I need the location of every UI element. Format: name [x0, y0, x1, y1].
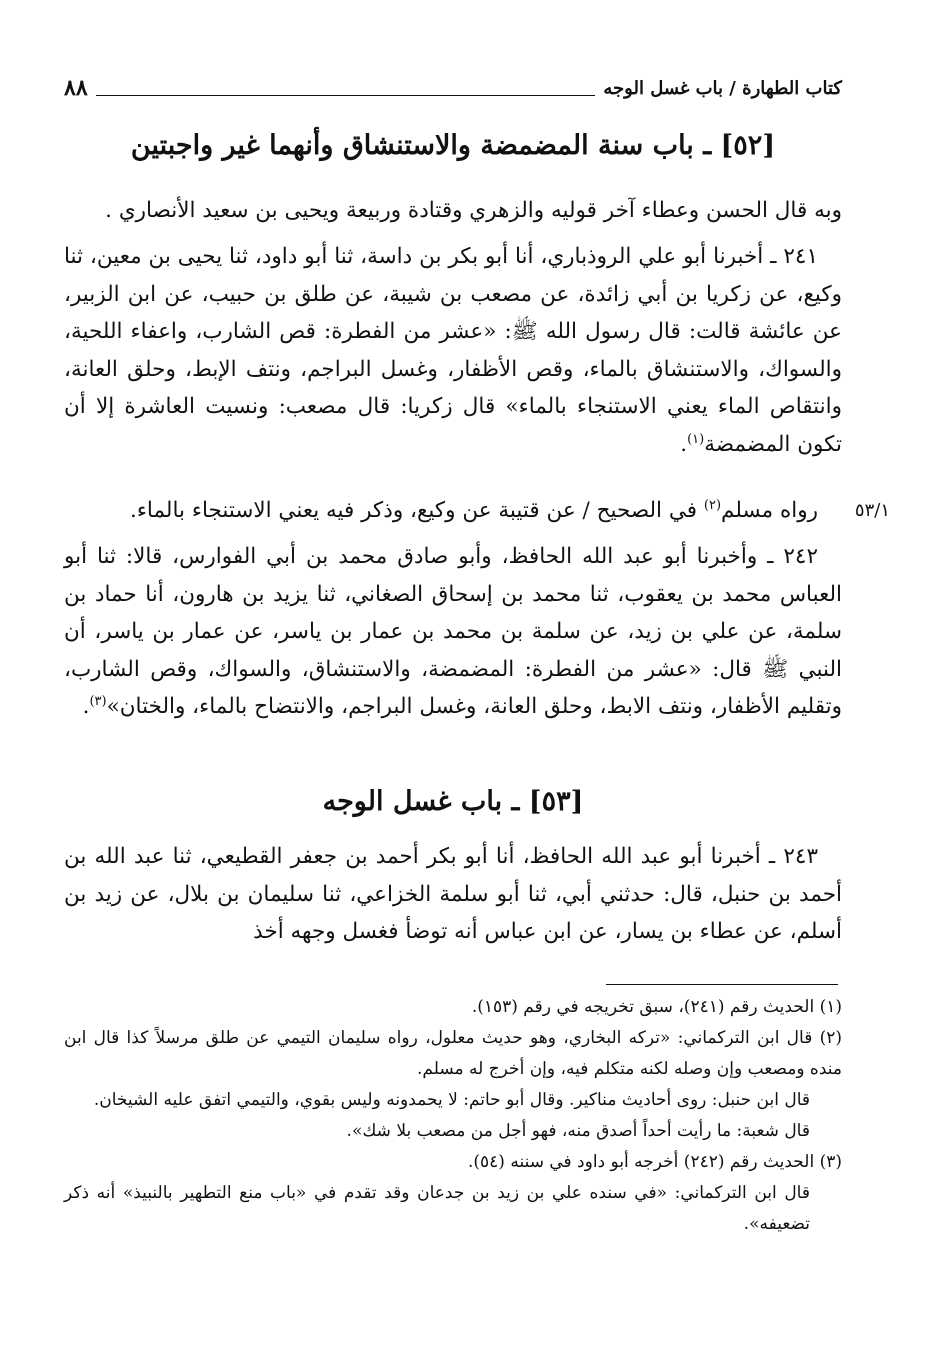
chapter-52-heading: [٥٢] ـ باب سنة المضمضة والاستنشاق وأنهما غير واجبتين	[130, 130, 776, 161]
header-rule	[96, 81, 596, 96]
margin-page-ref: ٥٣/١	[854, 500, 890, 521]
chapter-53-heading: [٥٣] ـ باب غسل الوجه	[322, 786, 584, 817]
footnote-ref-2[interactable]: (٢)	[703, 497, 722, 513]
book-title: كتاب الطهارة / باب غسل الوجه	[603, 77, 842, 99]
muslim-note: رواه مسلم$^{(٢)}$ في الصحيح / عن قتيبة عن وكيع، وذكر فيه يعني الاستنجاء بالماء.	[129, 497, 818, 523]
footnotes	[64, 992, 842, 1240]
hadith-242-text: ٢٤٢ ـ وأخبرنا أبو عبد الله الحافظ، وأبو صادق محمد بن أبي الفوارس، قالا: ثنا أبو العباس محمد بن يعقوب، ثنا محمد بن إسحاق الصغاني، ثنا يزيد بن هارون، أنا حماد بن سلمة، عن علي بن زيد، عن سلمة بن محمد بن عمار بن ياسر، عن عمار بن ياسر، أن النبي ﷺ قال: «عشر من الفطرة: المضمضة، والاستنشاق، والسواك، وقص الشارب، وتقليم الأظفار، ونتف الابط، وحلق العانة، وغسل البراجم، والانتضاح بالماء، والختان»	[64, 544, 842, 719]
footnote-separator	[606, 984, 838, 985]
hadith-243: ٢٤٣ ـ أخبرنا أبو عبد الله الحافظ، أنا أبو بكر أحمد بن جعفر القطيعي، ثنا عبد الله بن أحمد بن حنبل، قال: حدثني أبي، ثنا أبو سلمة الخزاعي، ثنا سليمان بن بلال، عن زيد بن أسلم، عن عطاء بن يسار، عن ابن عباس أنه توضأ فغسل وجهه أخذ	[64, 844, 842, 944]
footnote-3: (٣) الحديث رقم (٢٤٢) أخرجه أبو داود في سننه (٥٤).	[467, 1152, 842, 1172]
page-number: ٨٨	[64, 75, 88, 101]
footnote-2: (٢) قال ابن التركماني: «تركه البخاري، وهو حديث معلول، رواه سليمان التيمي عن طلق مرسلاً كذا قال ابن منده ومصعب وإن وصله لكنه متكلم فيه، وإن أخرج له مسلم.	[64, 1028, 842, 1079]
footnote-2-cont-2: قال شعبة: ما رأيت أحداً أصدق منه، فهو أجل من مصعب بلا شك».	[346, 1121, 810, 1141]
footnote-1: (١) الحديث رقم (٢٤١)، سبق تخريجه في رقم (١٥٣).	[471, 997, 842, 1017]
hadith-241-text: ٢٤١ ـ أخبرنا أبو علي الروذباري، أنا أبو بكر بن داسة، ثنا أبو داود، ثنا يحيى بن معين، ثنا وكيع، عن زكريا بن أبي زائدة، عن مصعب بن شيبة، عن طلق بن حبيب، عن ابن الزبير، عن عائشة قالت: قال رسول الله ﷺ: «عشر من الفطرة: قص الشارب، واعفاء اللحية، والسواك، والاستنشاق بالماء، وقص الأظفار، وغسل البراجم، ونتف الإبط، وحلق العانة، وانتقاص الماء يعني الاستنجاء بالماء» قال زكريا: قال مصعب: ونسيت العاشرة إلا أن تكون المضمضة	[64, 244, 842, 457]
footnote-3-cont: قال ابن التركماني: «في سنده علي بن زيد بن جدعان وقد تقدم في «باب منع التطهير بالنبيذ» أنه ذكر تضعيفه».	[64, 1183, 810, 1234]
footnote-ref-3[interactable]: (٣)	[89, 693, 107, 709]
running-header	[64, 72, 842, 104]
hadith-241: ٢٤١ ـ أخبرنا أبو علي الروذباري، أنا أبو بكر بن داسة، ثنا أبو داود، ثنا يحيى بن معين، ثنا وكيع، عن زكريا بن أبي زائدة، عن مصعب بن شيبة، عن طلق بن حبيب، عن ابن الزبير، عن عائشة قالت: قال رسول الله ﷺ: «عشر من الفطرة: قص الشارب، واعفاء اللحية، والسواك، والاستنشاق بالماء، وقص الأظفار، وغسل البراجم، ونتف الإبط، وحلق العانة، وانتقاص الماء يعني الاستنجاء بالماء» قال زكريا: قال مصعب: ونسيت العاشرة إلا أن تكون المضمضة$^{(١)}$.	[64, 244, 842, 457]
footnote-2-cont-1: قال ابن حنبل: روى أحاديث مناكير. وقال أبو حاتم: لا يحمدونه وليس بقوي، والتيمي اتفق عليه الشيخان.	[93, 1090, 810, 1110]
hadith-242: ٢٤٢ ـ وأخبرنا أبو عبد الله الحافظ، وأبو صادق محمد بن أبي الفوارس، قالا: ثنا أبو العباس محمد بن يعقوب، ثنا محمد بن إسحاق الصغاني، ثنا يزيد بن هارون، أنا حماد بن سلمة، عن علي بن زيد، عن سلمة بن محمد بن عمار بن ياسر، عن عمار بن ياسر، أن النبي ﷺ قال: «عشر من الفطرة: المضمضة، والاستنشاق، والسواك، وقص الشارب، وتقليم الأظفار، ونتف الابط، وحلق العانة، وغسل البراجم، والانتضاح بالماء، والختان»$^{(٣)}$.	[64, 544, 842, 719]
footnote-ref-1[interactable]: (١)	[687, 431, 705, 447]
chapter-52-intro: وبه قال الحسن وعطاء آخر قوليه والزهري وقتادة وربيعة ويحيى بن سعيد الأنصاري .	[105, 198, 842, 223]
